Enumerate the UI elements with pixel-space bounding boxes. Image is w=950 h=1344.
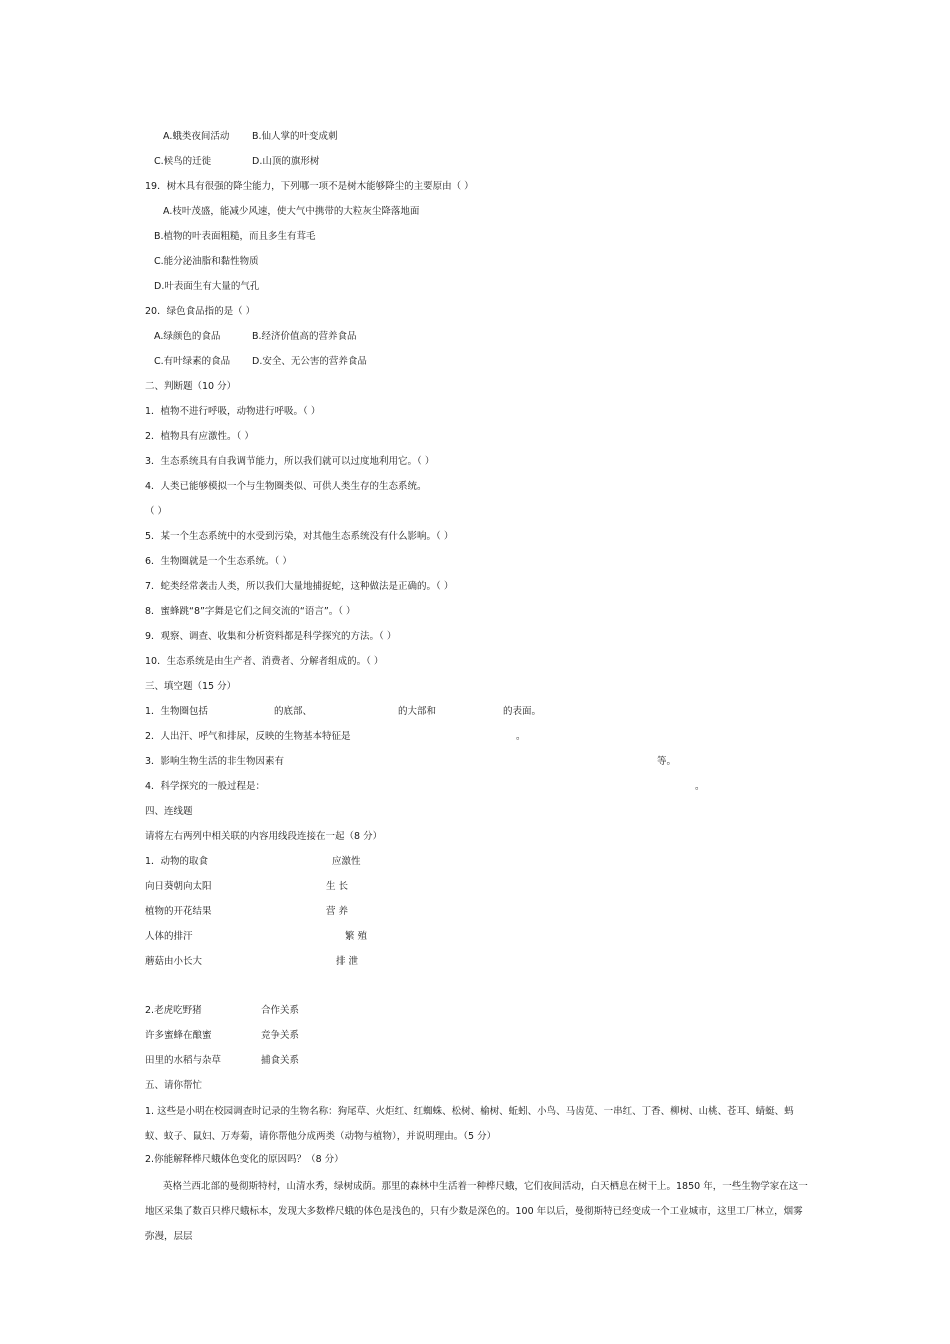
match-left-item: 田里的水稻与杂草 bbox=[145, 1055, 222, 1066]
q20-option-b: B.经济价值高的营养食品 bbox=[252, 331, 357, 342]
q19-option-b: B.植物的叶表面粗糙，而且多生有茸毛 bbox=[154, 231, 316, 242]
judge-item: 3．生态系统具有自我调节能力，所以我们就可以过度地利用它。（ ） bbox=[145, 456, 435, 467]
section5-q1: 1. 这些是小明在校园调查时记录的生物名称：狗尾草、火炬红、红蜘蛛、松树、榆树、蚯蚓、小鸟、马齿苋、一串红、丁香、柳树、山桃、苍耳、蜻蜓、蚂蚁、蚊子、鼠妇、万寿菊，请你帮他分成两类（动物与植物），并说明理由。（5 分） bbox=[145, 1106, 794, 1142]
q19-option-a: A.枝叶茂盛，能减少风速，使大气中携带的大粒灰尘降落地面 bbox=[163, 206, 420, 217]
fill-q1-part4: 的表面。 bbox=[503, 706, 542, 717]
fill-q1-part1: 1．生物圈包括 bbox=[145, 706, 209, 717]
match-right-item: 捕食关系 bbox=[261, 1055, 300, 1066]
match-left-item: 1．动物的取食 bbox=[145, 856, 209, 867]
fill-q4-part1: 4．科学探究的一般过程是： bbox=[145, 781, 266, 792]
section3-title: 三、填空题（15 分） bbox=[145, 681, 237, 692]
judge-item: 5．某一个生态系统中的水受到污染，对其他生态系统没有什么影响。（ ） bbox=[145, 531, 454, 542]
judge-item: 9．观察、调查、收集和分析资料都是科学探究的方法。（ ） bbox=[145, 631, 397, 642]
fill-q1-part2: 的底部、 bbox=[274, 706, 313, 717]
match-right-item: 合作关系 bbox=[261, 1005, 300, 1016]
q18-option-d: D.山顶的旗形树 bbox=[252, 156, 320, 167]
q20-option-a: A.绿颜色的食品 bbox=[154, 331, 221, 342]
match-left-item: 向日葵朝向太阳 bbox=[145, 881, 212, 892]
fill-q2-part2: 。 bbox=[516, 731, 526, 742]
q19-option-d: D.叶表面生有大量的气孔 bbox=[154, 281, 260, 292]
section4-title: 四、连线题 bbox=[145, 806, 193, 817]
match-right-item: 营 养 bbox=[326, 906, 349, 917]
q18-option-a: A.蛾类夜间活动 bbox=[163, 131, 230, 142]
q18-option-b: B.仙人掌的叶变成刺 bbox=[252, 131, 338, 142]
match-left-item: 人体的排汗 bbox=[145, 931, 193, 942]
section5-passage: 英格兰西北部的曼彻斯特村，山清水秀，绿树成荫。那里的森林中生活着一种桦尺蛾，它们夜间活动，白天栖息在树干上。1850 年，一些生物学家在这一地区采集了数百只桦尺蛾标本，发现大多数桦尺蛾的体色是浅色的，只有少数是深色的。100 年以后，曼彻斯特已经变成一个工业城市，这里工厂林立，烟雾弥漫，层层 bbox=[145, 1181, 808, 1242]
judge-item: 10．生态系统是由生产者、消费者、分解者组成的。（ ） bbox=[145, 656, 384, 667]
judge-item: 2．植物具有应激性。（ ） bbox=[145, 431, 254, 442]
match-right-item: 繁 殖 bbox=[345, 931, 368, 942]
fill-q3-part2: 等。 bbox=[657, 756, 677, 767]
judge-item: 1．植物不进行呼吸，动物进行呼吸。（ ） bbox=[145, 406, 321, 417]
judge-item: 7．蛇类经常袭击人类，所以我们大量地捕捉蛇，这种做法是正确的。（ ） bbox=[145, 581, 454, 592]
fill-q3-part1: 3．影响生物生活的非生物因素有 bbox=[145, 756, 285, 767]
match-right-item: 应激性 bbox=[332, 856, 361, 867]
q20-stem: 20．绿色食品指的是（ ） bbox=[145, 306, 256, 317]
q19-option-c: C.能分泌油脂和黏性物质 bbox=[154, 256, 259, 267]
fill-q1-part3: 的大部和 bbox=[398, 706, 437, 717]
fill-q4-part2: 。 bbox=[695, 781, 705, 792]
match-left-item: 蘑菇由小长大 bbox=[145, 956, 203, 967]
judge-item: 8．蜜蜂跳“8”字舞是它们之间交流的“语言”。（ ） bbox=[145, 606, 356, 617]
match-right-item: 生 长 bbox=[326, 881, 349, 892]
fill-q2-part1: 2．人出汗、呼气和排尿，反映的生物基本特征是 bbox=[145, 731, 351, 742]
q19-stem: 19．树木具有很强的降尘能力，下列哪一项不是树木能够降尘的主要原由（ ） bbox=[145, 181, 474, 192]
q18-option-c: C.候鸟的迁徙 bbox=[154, 156, 212, 167]
q20-option-c: C.有叶绿素的食品 bbox=[154, 356, 231, 367]
judge-item: 6．生物圈就是一个生态系统。（ ） bbox=[145, 556, 292, 567]
section5-q2: 2.你能解释桦尺蛾体色变化的原因吗？（8 分） bbox=[145, 1154, 344, 1165]
section2-title: 二、判断题（10 分） bbox=[145, 381, 237, 392]
match-right-item: 排 泄 bbox=[336, 956, 359, 967]
section4-instruction: 请将左右两列中相关联的内容用线段连接在一起（8 分） bbox=[145, 831, 383, 842]
match-left-item: 许多蜜蜂在酿蜜 bbox=[145, 1030, 212, 1041]
section5-title: 五、请你帮忙 bbox=[145, 1080, 203, 1091]
judge-item: （ ） bbox=[145, 506, 168, 517]
q20-option-d: D.安全、无公害的营养食品 bbox=[252, 356, 367, 367]
judge-item: 4．人类已能够模拟一个与生物圈类似、可供人类生存的生态系统。 bbox=[145, 481, 427, 492]
match-right-item: 竞争关系 bbox=[261, 1030, 300, 1041]
match-left-item: 植物的开花结果 bbox=[145, 906, 212, 917]
match-left-item: 2.老虎吃野猪 bbox=[145, 1005, 202, 1016]
